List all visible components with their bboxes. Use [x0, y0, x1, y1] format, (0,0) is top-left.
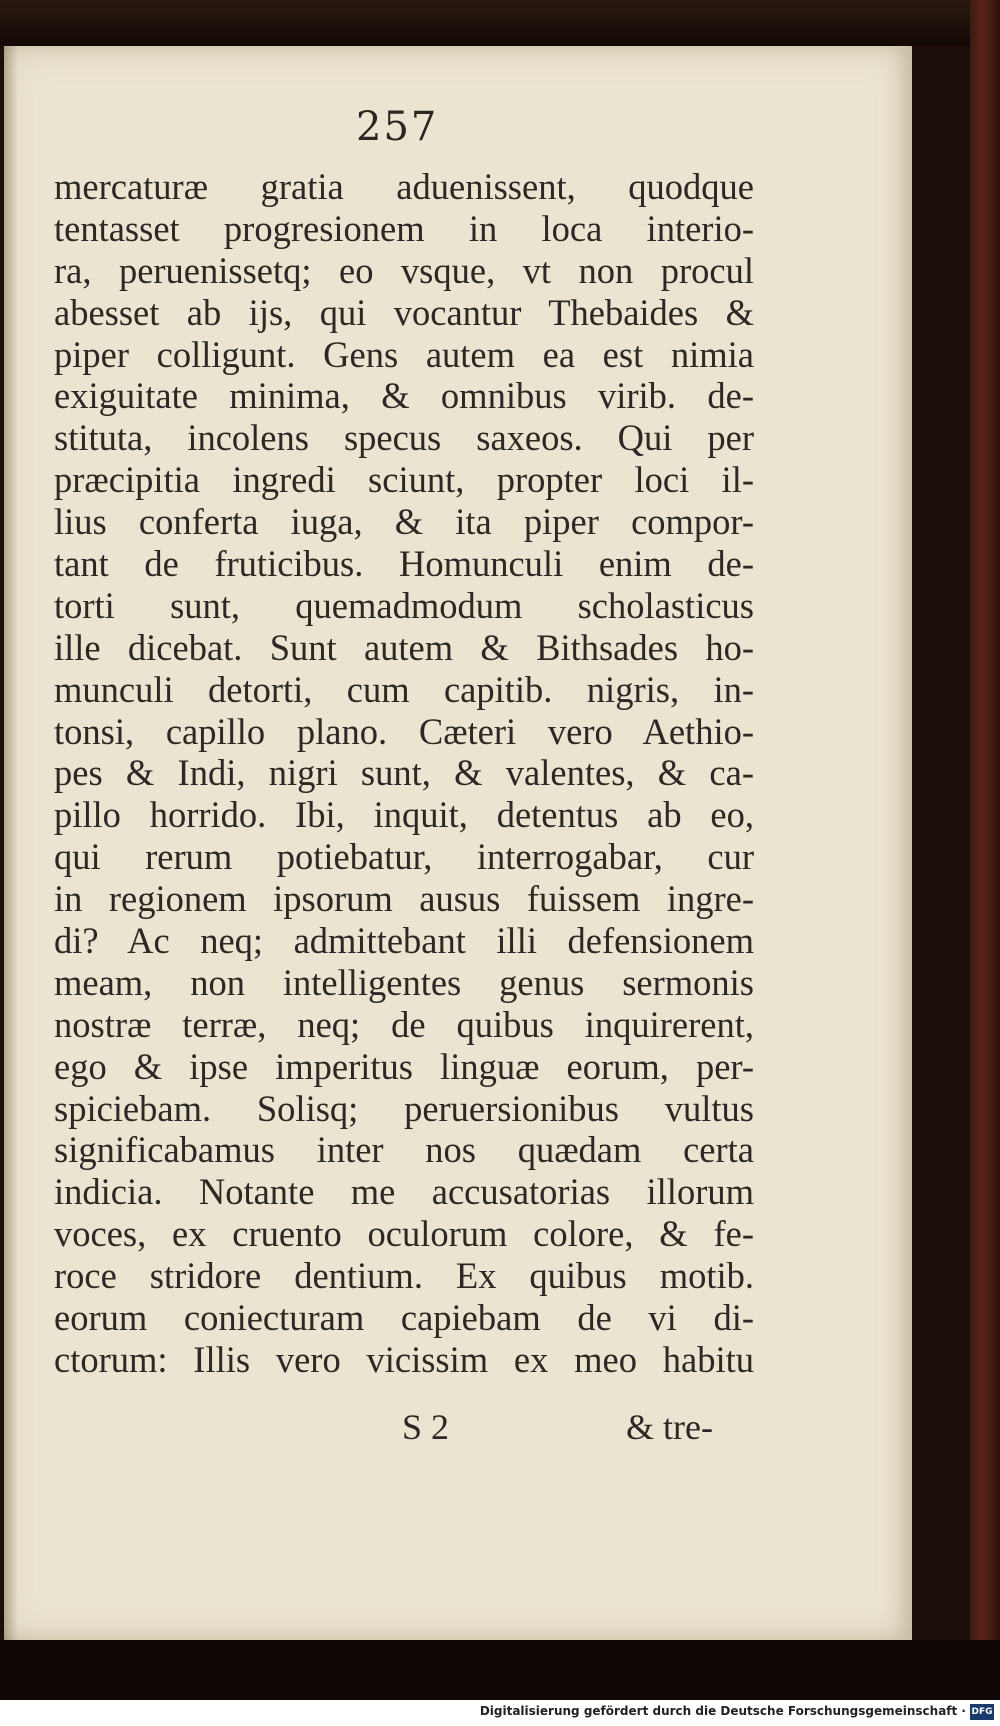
- text-line: ille dicebat. Sunt autem & Bithsades ho-: [54, 626, 754, 668]
- footer-credit: Digitalisierung gefördert durch die Deutsche Forschungsgemeinschaft ·: [479, 1704, 966, 1718]
- text-line: piper colligunt. Gens autem ea est nimia: [54, 333, 754, 375]
- book-page: [4, 46, 912, 1640]
- text-line: in regionem ipsorum ausus fuissem ingre-: [54, 878, 754, 920]
- text-line: munculi detorti, cum capitib. nigris, in-: [54, 668, 754, 710]
- text-line: præcipitia ingredi sciunt, propter loci il-: [54, 459, 754, 501]
- text-line: di? Ac neq; admittebant illi defensionem: [54, 920, 754, 962]
- text-line: significabamus inter nos quædam certa: [54, 1129, 754, 1171]
- text-line: voces, ex cruento oculorum colore, & fe-: [54, 1213, 754, 1255]
- text-line: tant de fruticibus. Homunculi enim de-: [54, 543, 754, 585]
- signature-mark: S 2: [402, 1407, 450, 1447]
- text-line: meam, non intelligentes genus sermonis: [54, 961, 754, 1003]
- text-line: abesset ab ijs, qui vocantur Thebaides &: [54, 291, 754, 333]
- page-text: [54, 166, 754, 1381]
- dfg-logo-icon: DFG: [970, 1704, 994, 1720]
- text-line: qui rerum potiebatur, interrogabar, cur: [54, 836, 754, 878]
- text-line: exiguitate minima, & omnibus virib. de-: [54, 375, 754, 417]
- text-line: pillo horrido. Ibi, inquit, detentus ab eo,: [54, 794, 754, 836]
- text-line: pes & Indi, nigri sunt, & valentes, & ca-: [54, 752, 754, 794]
- gutter-shadow: [4, 46, 18, 1640]
- page-number: 257: [356, 104, 439, 150]
- text-line: nostræ terræ, neq; de quibus inquirerent,: [54, 1003, 754, 1045]
- text-line: eorum coniecturam capiebam de vi di-: [54, 1297, 754, 1339]
- text-line: spiciebam. Solisq; peruersionibus vultus: [54, 1087, 754, 1129]
- text-line: indicia. Notante me accusatorias illorum: [54, 1171, 754, 1213]
- footer-bar: [0, 1700, 1000, 1726]
- book-bottom-edge: [0, 1640, 1000, 1700]
- text-line: ra, peruenissetq; eo vsque, vt non procul: [54, 249, 754, 291]
- text-line: ego & ipse imperitus linguæ eorum, per-: [54, 1045, 754, 1087]
- text-line: lius conferta iuga, & ita piper compor-: [54, 501, 754, 543]
- text-line: tentasset progresionem in loca interio-: [54, 207, 754, 249]
- book-spine-edge: [970, 0, 1000, 1680]
- text-line: torti sunt, quemadmodum scholasticus: [54, 584, 754, 626]
- book-top-edge: [0, 0, 1000, 46]
- text-line: ctorum: Illis vero vicissim ex meo habitu: [54, 1338, 754, 1380]
- text-line: stituta, incolens specus saxeos. Qui per: [54, 417, 754, 459]
- text-line: mercaturæ gratia aduenissent, quodque: [54, 166, 754, 207]
- text-line: roce stridore dentium. Ex quibus motib.: [54, 1255, 754, 1297]
- catchword: & tre-: [626, 1407, 713, 1447]
- text-line: tonsi, capillo plano. Cæteri vero Aethio-: [54, 710, 754, 752]
